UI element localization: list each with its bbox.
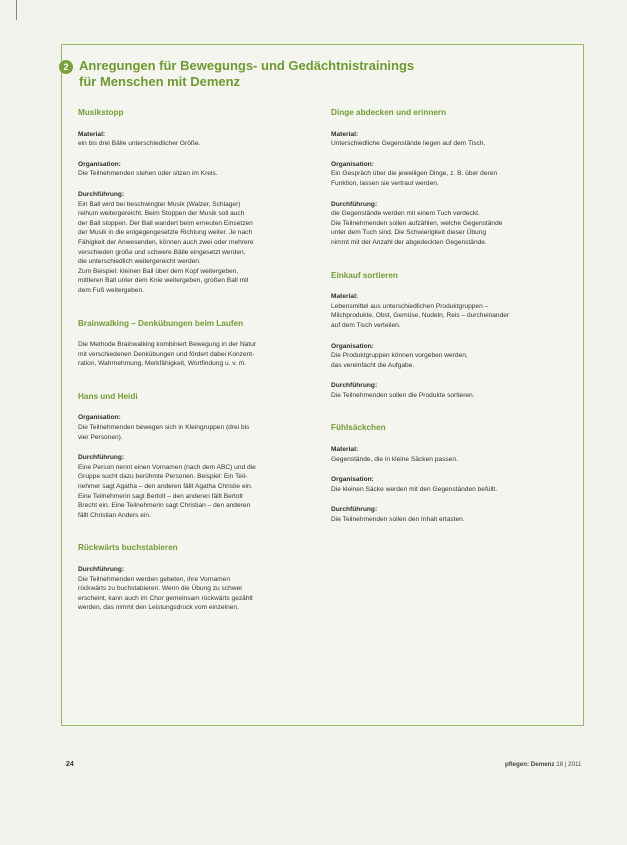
organisation-label: Organisation: (78, 414, 121, 422)
durchfuehrung-label: Durchführung: (78, 454, 125, 462)
page-title (79, 58, 479, 90)
magazine-name: pflegen: Demenz (505, 761, 555, 768)
section-hans-und-heidi (78, 392, 320, 521)
organisation-label: Organisation: (331, 476, 374, 484)
durchfuehrung-text: die Gegenstände werden mit einem Tuch verdeckt. Die Teilnehmenden sollen aufzählen, welche Gegenstände unter dem Tuch sind. Die Schwierigkeit dieser Übung nimmt mit der Anzahl der abgedeckten Gegenstände. (331, 210, 503, 246)
durchfuehrung-block (331, 200, 573, 248)
material-block (331, 130, 573, 149)
organisation-block (78, 160, 320, 179)
section-title: Rückwärts buchstabieren (78, 543, 178, 553)
organisation-block (331, 160, 573, 189)
section-musikstopp (78, 108, 320, 296)
organisation-label: Organisation: (78, 160, 121, 168)
organisation-text: Ein Gespräch über die jeweiligen Dinge, z. B. über deren Funktion, lassen sie vertraut werden. (331, 170, 498, 187)
brainwalking-text: Die Methode Brainwalking kombiniert Bewegung in der Natur mit verschiedenen Denkübungen und fördert dabei Konzent- ration, Wahrnehmung, Merkfähigkeit, Wortfindung u. v. m. (78, 341, 257, 368)
section-title: Hans und Heidi (78, 391, 138, 401)
durchfuehrung-block (331, 505, 573, 524)
section-brainwalking (78, 319, 320, 369)
section-title: Brainwalking – Denkübungen beim Laufen (78, 318, 244, 328)
durchfuehrung-label: Durchführung: (331, 382, 378, 390)
durchfuehrung-label: Durchführung: (78, 190, 125, 198)
material-label: Material: (331, 293, 359, 301)
organisation-text: Die Produktgruppen können vorgeben werden, das vereinfacht die Aufgabe. (331, 352, 468, 369)
material-text: ein bis drei Bälle unterschiedlicher Größe. (78, 140, 201, 148)
durchfuehrung-block (78, 565, 320, 613)
section-rueckwaerts (78, 543, 320, 613)
section-title: Musikstopp (78, 108, 124, 117)
section-number-badge: 2 (59, 60, 73, 74)
organisation-text: Die Teilnehmenden bewegen sich in Kleingruppen (drei bis vier Personen). (78, 424, 250, 441)
page-number: 24 (66, 761, 74, 768)
title-line-2: für Menschen mit Demenz (79, 74, 241, 89)
durchfuehrung-block (331, 381, 573, 400)
section-title: Fühlsäckchen (331, 423, 386, 433)
organisation-block (331, 475, 573, 494)
durchfuehrung-text: Ein Ball wird bei beschwingter Musik (Walzer, Schlager) reihum weitergereicht. Beim Stoppen der Musik soll auch der Ball stoppen. Der Ball wandert beim erneuten Einsetzen der Musik in die entgegengesetzte Richtung weiter. Je nach Fähigkeit der Anwesenden, können auch zwei oder mehrere verschieden große und schwere Bälle eingesetzt werden, die unterschiedlich weitergereicht werden. Zum Beispiel: kleinen Ball über dem Kopf weitergeben, mittleren Ball unter dem Knie weitergeben, großen Ball mit dem Fuß weitergeben. (78, 200, 254, 294)
durchfuehrung-block (78, 190, 320, 296)
section-einkauf (331, 271, 573, 401)
durchfuehrung-text: Die Teilnehmenden sollen den Inhalt ertasten. (331, 516, 465, 524)
magazine-footer (505, 761, 581, 768)
material-label: Material: (331, 446, 359, 454)
material-label: Material: (78, 130, 106, 138)
section-title: Dinge abdecken und erinnern (331, 108, 447, 117)
section-dinge (331, 108, 573, 248)
title-line-1: Anregungen für Bewegungs- und Gedächtnistrainings (79, 58, 415, 73)
durchfuehrung-block (78, 453, 320, 520)
material-text: Lebensmittel aus unterschiedlichen Produktgruppen – Milchprodukte, Obst, Gemüse, Nudeln, Reis – durcheinander auf dem Tisch verteilen. (331, 302, 510, 329)
material-block (331, 292, 573, 330)
organisation-label: Organisation: (331, 160, 374, 168)
durchfuehrung-text: Eine Person nennt einen Vornamen (nach dem ABC) und die Gruppe sucht dazu berühmte Personen. Beispiel: Ein Teil- nehmer sagt Agatha – den anderen fällt Agatha Christie ein. Eine Teilnehmerin sagt Bertolt – den anderen fällt Bertolt Brecht ein. Eine Teilnehmerin sagt Christian – den anderen fällt Christian Anders ein. (78, 463, 256, 519)
durchfuehrung-text: Die Teilnehmenden werden gebeten, ihre Vornamen rückwärts zu buchstabieren. Wenn die Übung zu schwer erscheint, kann auch im Chor gemeinsam rückwärts gezählt werden, das nimmt den Leistungsdruck vom einzelnen. (78, 575, 253, 612)
section-title: Einkauf sortieren (331, 270, 398, 280)
section-fuehlsaeckchen (331, 423, 573, 524)
organisation-block (78, 413, 320, 442)
organisation-text: Die Teilnehmenden stehen oder sitzen im Kreis. (78, 170, 218, 178)
scan-mark (16, 0, 17, 20)
durchfuehrung-text: Die Teilnehmenden sollen die Produkte sortieren. (331, 391, 475, 399)
material-text: Unterschiedliche Gegenstände liegen auf dem Tisch. (331, 140, 486, 148)
material-text: Gegenstände, die in kleine Säcken passen. (331, 455, 458, 463)
durchfuehrung-label: Durchführung: (331, 200, 378, 208)
organisation-text: Die kleinen Säcke werden mit den Gegenständen befüllt. (331, 485, 498, 493)
material-block (331, 445, 573, 464)
organisation-block (331, 342, 573, 371)
left-column (78, 108, 320, 624)
magazine-issue: 18 | 2011 (556, 761, 582, 768)
durchfuehrung-label: Durchführung: (331, 506, 378, 514)
durchfuehrung-label: Durchführung: (78, 566, 125, 573)
organisation-label: Organisation: (331, 342, 374, 350)
material-block (78, 130, 320, 149)
right-column (331, 108, 573, 536)
material-label: Material: (331, 130, 359, 138)
